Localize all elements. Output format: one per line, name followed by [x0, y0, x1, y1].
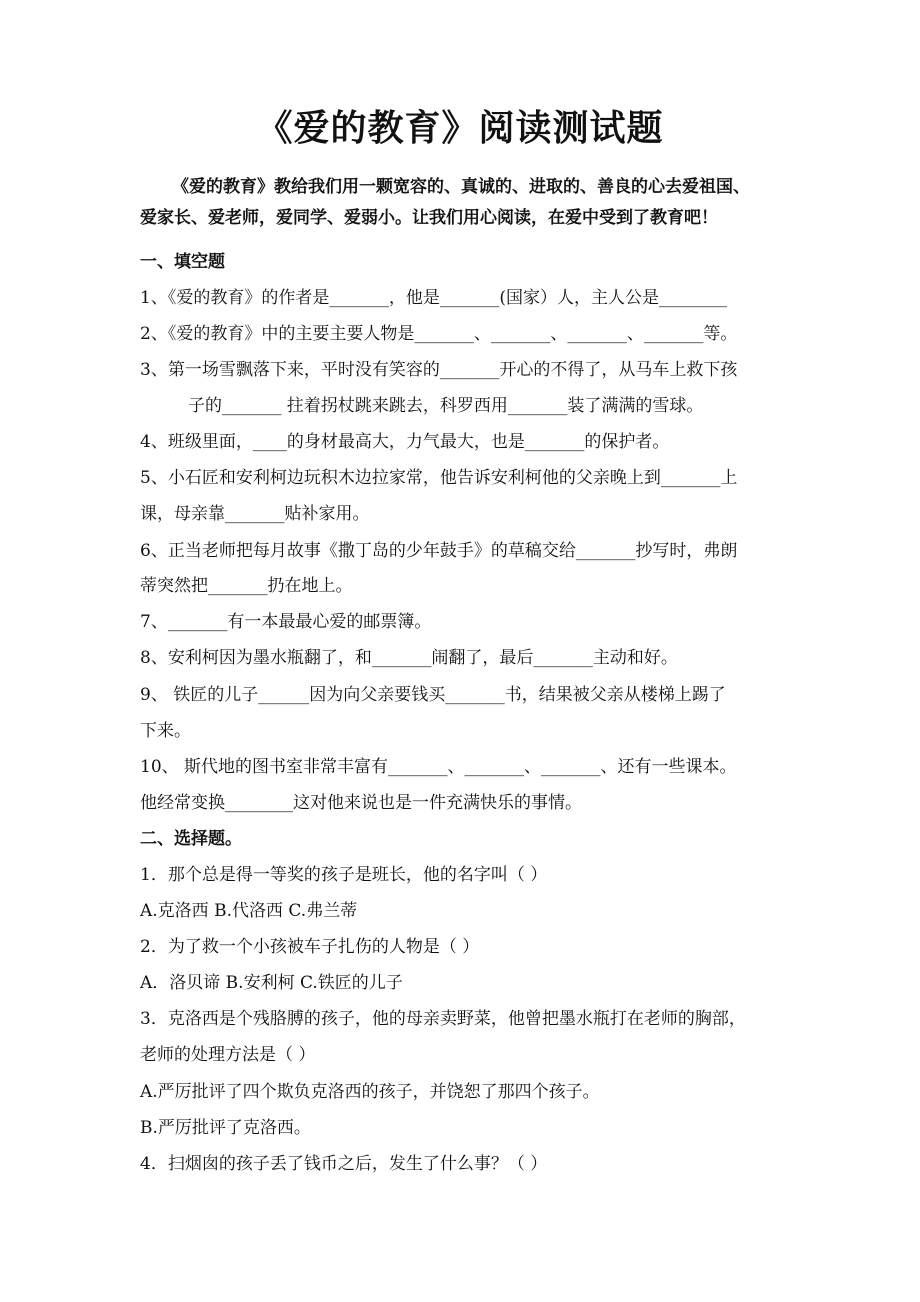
choice-line: 1．那个总是得一等奖的孩子是班长，他的名字叫（ ）	[140, 865, 548, 885]
choice-line: A.严厉批评了四个欺负克洛西的孩子，并饶恕了那四个孩子。	[140, 1082, 600, 1102]
question-line: 4、班级里面，____的身材最高大，力气最大，也是_______的保护者。	[140, 432, 670, 452]
choice-line: 老师的处理方法是（ ）	[140, 1045, 316, 1065]
question-line: 7、_______有一本最最心爱的邮票簿。	[140, 612, 432, 632]
section-heading-multiple-choice: 二、选择题。	[140, 829, 242, 849]
intro-line: 《爱的教育》教给我们用一颗宽容的、真诚的、进取的、善良的心去爱祖国、	[172, 177, 750, 197]
question-line: 8、安利柯因为墨水瓶翻了，和_______闹翻了，最后_______主动和好。	[140, 648, 678, 668]
question-line: 3、第一场雪飘落下来，平时没有笑容的_______开心的不得了，从马车上救下孩	[140, 360, 738, 380]
question-line: 1、《爱的教育》的作者是_______，他是_______(国家）人，主人公是________	[140, 288, 727, 308]
question-line: 下来。	[140, 721, 191, 741]
choice-line: B.严厉批评了克洛西。	[140, 1118, 311, 1138]
choice-line: 3．克洛西是个残胳膊的孩子，他的母亲卖野菜，他曾把墨水瓶打在老师的胸部，	[140, 1009, 746, 1029]
question-line: 2、《爱的教育》中的主要主要人物是_______、_______、_______、_______等。	[140, 324, 738, 344]
page-title: 《爱的教育》阅读测试题	[256, 108, 664, 149]
intro-paragraph	[140, 172, 790, 234]
question-line: 6、正当老师把每月故事《撒丁岛的少年鼓手》的草稿交给_______抄写时，弗朗	[140, 541, 738, 561]
choice-line: A.克洛西 B.代洛西 C.弗兰蒂	[140, 901, 358, 921]
question-line: 子的_______ 拄着拐杖跳来跳去，科罗西用_______装了满满的雪球。	[188, 396, 704, 416]
choice-line: 2．为了救一个小孩被车子扎伤的人物是（ ）	[140, 937, 480, 957]
question-line: 9、 铁匠的儿子______因为向父亲要钱买_______书，结果被父亲从楼梯上踢了	[140, 685, 726, 705]
choice-line: A．洛贝谛 B.安利柯 C.铁匠的儿子	[140, 973, 403, 993]
question-line: 课，母亲靠_______贴补家用。	[140, 504, 370, 524]
section-heading-fill-blank: 一、填空题	[140, 252, 225, 272]
choice-line: 4．扫烟囱的孩子丢了钱币之后，发生了什么事？（ ）	[140, 1154, 548, 1174]
question-line: 蒂突然把_______扔在地上。	[140, 576, 353, 596]
question-line: 他经常变换________这对他来说也是一件充满快乐的事情。	[140, 793, 582, 813]
intro-line: 爱家长、爱老师，爱同学、爱弱小。让我们用心阅读，在爱中受到了教育吧！	[140, 208, 718, 228]
question-line: 10、 斯代地的图书室非常丰富有_______、_______、_______、还有一些课本。	[140, 757, 737, 777]
question-line: 5、小石匠和安利柯边玩积木边拉家常，他告诉安利柯他的父亲晚上到_______上	[140, 468, 738, 488]
